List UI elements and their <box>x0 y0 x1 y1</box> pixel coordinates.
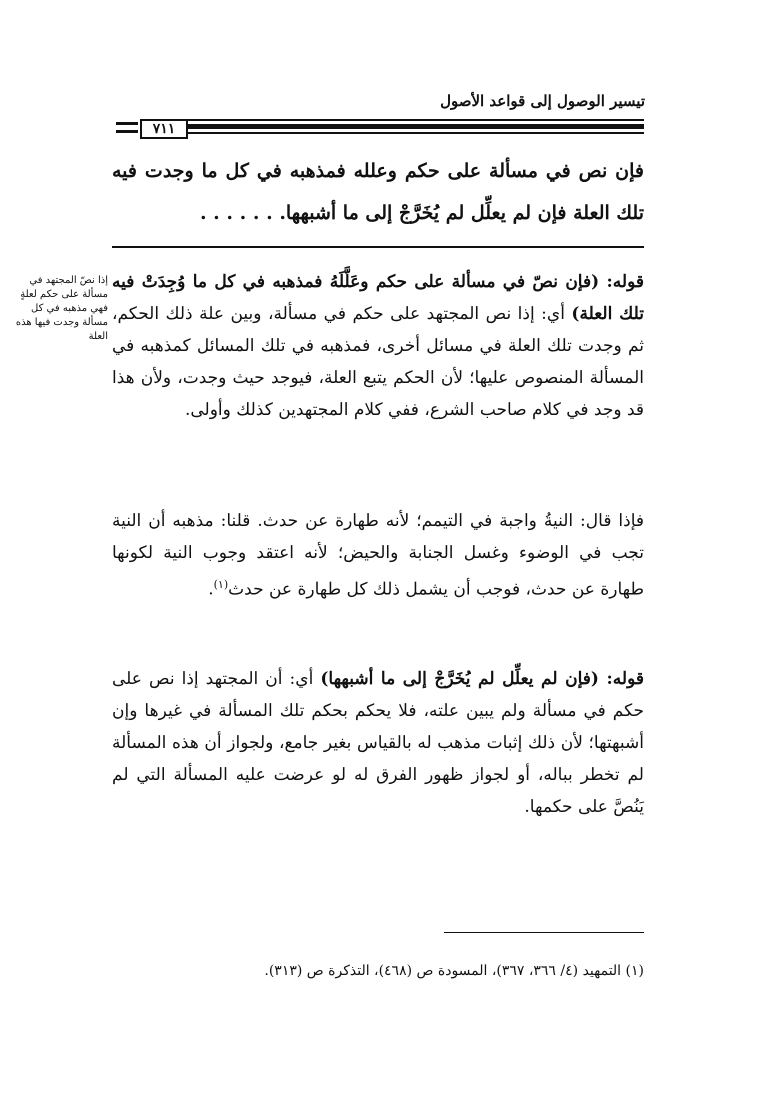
commentary-body: فإذا قال: النيةُ واجبة في التيمم؛ لأنه طهارة عن حدث. قلنا: مذهبه أن النية تجب في الوضوء وغسل الجنابة والحيض؛ لأنه اعتقد وجوب النية لكونها طهارة عن حدث، فوجب أن يشمل ذلك كل طهارة عن حدث <box>112 511 644 600</box>
footnote-text: التمهيد (٤/ ٣٦٦، ٣٦٧)، المسودة ص (٤٦٨)، التذكرة ص (٣١٣). <box>264 963 622 979</box>
footnote-1 <box>180 960 644 982</box>
header-rule-thin <box>186 119 644 121</box>
commentary-quote: (فإن نصّ في مسألة على حكم وعَلَّلَهُ فمذهبه في كل ما وُجِدَتْ فيه تلك العلة) <box>112 272 644 324</box>
commentary-paragraph-3 <box>112 663 644 823</box>
matn-text: فإن نص في مسألة على حكم وعلله فمذهبه في كل ما وجدت فيه تلك العلة فإن لم يعلِّل لم يُخَرَّجْ إلى ما أشبهها. . . . . . . <box>112 160 644 224</box>
running-title: تيسير الوصول إلى قواعد الأصول <box>440 92 645 110</box>
commentary-lead: قوله: <box>598 669 644 689</box>
footnote-marker: (١) <box>625 963 644 979</box>
header-rule-thick <box>186 124 644 129</box>
commentary-lead: قوله: <box>599 272 644 292</box>
commentary-quote: (فإن لم يعلِّل لم يُخَرَّجْ إلى ما أشبهها) <box>320 669 599 689</box>
commentary-paragraph-2 <box>112 505 644 606</box>
page-number: ٧١١ <box>140 119 188 139</box>
footnote-reference[interactable]: (١) <box>213 578 229 591</box>
commentary-paragraph-1 <box>112 266 644 426</box>
footnote-separator <box>444 932 644 933</box>
header-rule-thin-bottom <box>186 132 644 134</box>
commentary-body: أي: إذا نص المجتهد على حكم في مسألة، وبين علة ذلك الحكم، ثم وجدت تلك العلة في مسائل أخرى، فمذهبه في تلك المسائل كمذهبه في المسألة المنصوص عليها؛ لأن الحكم يتبع العلة، فيوجد حيث وجدت، ولأن هذا قد وجد في كلام صاحب الشرع، ففي كلام المجتهدين كذلك وأولى. <box>112 304 644 420</box>
header-rule-left-bottom <box>116 130 138 133</box>
header-rule-left-top <box>116 122 138 125</box>
margin-note: إذا نصّ المجتهد في مسألة على حكم لعلةٍ فهي مذهبه في كل مسألة وجدت فيها هذه العلة <box>15 275 108 342</box>
commentary-body: أي: أن المجتهد إذا نص على حكم في مسألة ولم يبين علته، فلا يحكم بحكم تلك المسألة في غيرها وإن أشبهتها؛ لأن ذلك إثبات مذهب له بالقياس بغير جامع، ولجواز أن هذه المسألة لم تخطر بباله، أو لجواز ظهور الفرق له لو عرضت عليه المسألة التي لم يَنُصَّ على حكمها. <box>112 669 644 817</box>
sentence-end: . <box>208 579 214 600</box>
matn-divider <box>112 246 644 248</box>
